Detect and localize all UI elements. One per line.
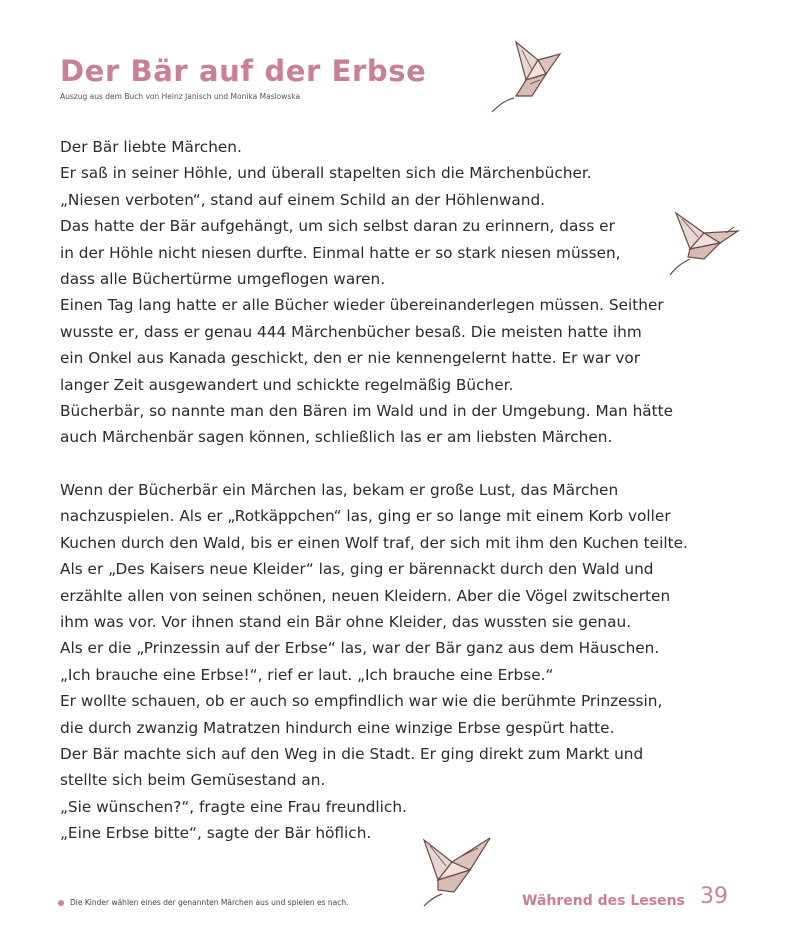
text-line: Der Bär machte sich auf den Weg in die Stadt. Er ging direkt zum Markt und <box>60 744 644 763</box>
text-line: erzählte allen von seinen schönen, neuen Kleidern. Aber die Vögel zwitscherten <box>60 586 671 605</box>
page-title: Der Bär auf der Erbse <box>60 54 427 88</box>
text-line: „Niesen verboten“, stand auf einem Schild an der Höhlenwand. <box>60 190 546 209</box>
page-number: 39 <box>700 884 728 909</box>
page-subtitle: Auszug aus dem Buch von Heinz Janisch und Monika Maslowska <box>60 92 301 101</box>
footer-note <box>58 898 349 907</box>
text-line: Kuchen durch den Wald, bis er einen Wolf traf, der sich mit ihm den Kuchen teilte. <box>60 533 688 552</box>
bullet-icon <box>58 900 64 906</box>
footer-note-text: Die Kinder wählen eines der genannten Märchen aus und spielen es nach. <box>70 898 349 907</box>
text-line: ihm was vor. Vor ihnen stand ein Bär ohne Kleider, das wussten sie genau. <box>60 613 632 632</box>
text-line: Bücherbär, so nannte man den Bären im Wald und in der Umgebung. Man hätte <box>60 401 674 420</box>
paragraph <box>60 134 700 451</box>
origami-crane-icon <box>486 40 566 116</box>
text-line: in der Höhle nicht niesen durfte. Einmal hatte er so stark niesen müssen, <box>60 243 621 262</box>
text-line: Einen Tag lang hatte er alle Bücher wieder übereinanderlegen müssen. Seither <box>60 296 664 315</box>
story-text <box>60 134 700 847</box>
paragraph-gap <box>60 451 700 477</box>
text-line: Wenn der Bücherbär ein Märchen las, bekam er große Lust, das Märchen <box>60 481 619 500</box>
text-line: die durch zwanzig Matratzen hindurch eine winzige Erbse gespürt hatte. <box>60 718 615 737</box>
text-line: Als er die „Prinzessin auf der Erbse“ las, war der Bär ganz aus dem Häuschen. <box>60 639 660 658</box>
text-line: langer Zeit ausgewandert und schickte regelmäßig Bücher. <box>60 375 514 394</box>
text-line: Der Bär liebte Märchen. <box>60 138 242 156</box>
text-line: Er saß in seiner Höhle, und überall stapelten sich die Märchenbücher. <box>60 164 592 183</box>
paragraph <box>60 477 700 846</box>
text-line: Als er „Des Kaisers neue Kleider“ las, ging er bärennackt durch den Wald und <box>60 560 654 579</box>
text-line: stellte sich beim Gemüsestand an. <box>60 771 326 790</box>
text-line: Das hatte der Bär aufgehängt, um sich selbst daran zu erinnern, dass er <box>60 217 615 236</box>
section-label: Während des Lesens <box>522 893 685 909</box>
text-line: Er wollte schauen, ob er auch so empfindlich war wie die berühmte Prinzessin, <box>60 692 663 711</box>
text-line: „Ich brauche eine Erbse!“, rief er laut. „Ich brauche eine Erbse.“ <box>60 665 554 684</box>
text-line: ein Onkel aus Kanada geschickt, den er nie kennengelernt hatte. Er war vor <box>60 349 641 368</box>
text-line: wusste er, dass er genau 444 Märchenbücher besaß. Die meisten hatte ihm <box>60 322 642 341</box>
text-line: „Eine Erbse bitte“, sagte der Bär höflich. <box>60 824 372 843</box>
text-line: „Sie wünschen?“, fragte eine Frau freundlich. <box>60 797 407 816</box>
text-line: nachzuspielen. Als er „Rotkäppchen“ las, ging er so lange mit einem Korb voller <box>60 507 671 526</box>
text-line: auch Märchenbär sagen können, schließlich las er am liebsten Märchen. <box>60 428 613 447</box>
text-line: dass alle Büchertürme umgeflogen waren. <box>60 269 386 288</box>
